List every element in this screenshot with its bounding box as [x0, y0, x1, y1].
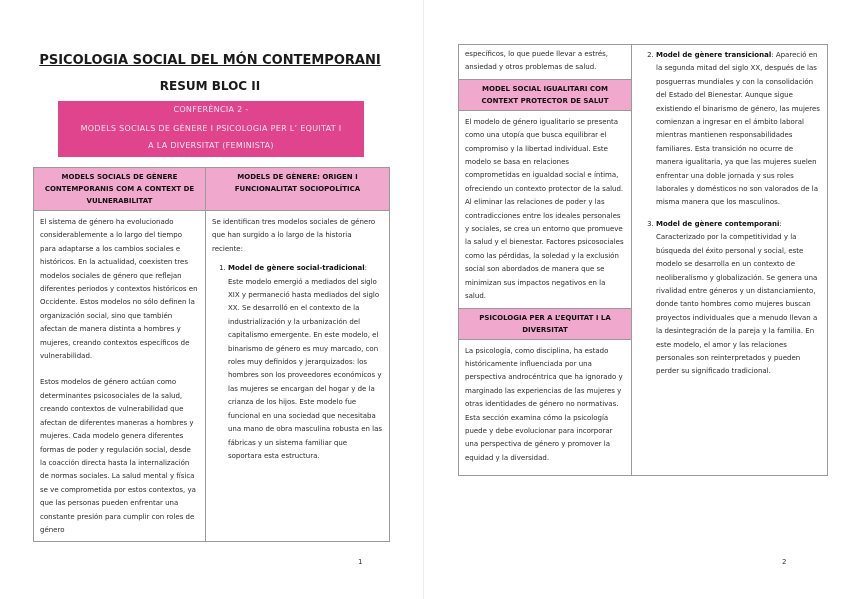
document-subtitle: RESUM BLOC II: [159, 79, 261, 93]
model-2-title: Model de gènere transicional: [656, 51, 772, 59]
list-item: [656, 218, 821, 379]
model-2-text: : Apareció en la segunda mitad del siglo XX, después de las posguerras mundiales y con la consolidación del Estado del Bienestar. Aunque sigue existiendo el binarismo de género, las mujeres comienzan a ingresar en el ámbito laboral mientras mantienen responsabilidades familiares. Esta transición no ocurre de manera igualitaria, ya que las mujeres suelen enfrentar una doble jornada y sus roles laborales y domésticos no son valorados de la misma manera que los masculinos.: [656, 51, 820, 207]
conference-banner: [58, 101, 364, 157]
page-2: [424, 0, 848, 599]
list-item: [228, 262, 383, 463]
page2-right-column: [632, 45, 828, 476]
col1-continuation: específicos, lo que puede llevar a estrés, ansiedad y otros problemas de salud.: [465, 50, 609, 72]
col1-body: [34, 211, 206, 542]
equity-diversity-text: La psicología, como disciplina, ha estado históricamente influenciada por una perspectiva androcéntrica que ha ignorado y marginado las experiencias de las mujeres y otras identidades de género no normativas. Esta sección examina cómo la psicología puede y debe evolucionar para incorporar una perspectiva de género y promover la equidad y la diversidad.: [465, 346, 623, 462]
col1-paragraph-1: El sistema de género ha evolucionado considerablemente a lo largo del tiempo para adaptarse a los cambios sociales e históricos. En la actualidad, coexisten tres modelos sociales de género que reflejan diferentes periodos y contextos históricos en Occidente. Estos modelos no sólo definen la organización social, sino que también afectan de manera distinta a hombres y mujeres, creando contextos específicos de vulnerabilidad.: [40, 218, 198, 361]
equity-diversity-header: PSICOLOGIA PER A L’EQUITAT I LA DIVERSITAT: [459, 308, 631, 340]
col1-paragraph-2: Estos modelos de género actúan como determinantes psicosociales de la salud, creando contextos de vulnerabilidad que afectan de diferentes maneras a hombres y mujeres. Cada modelo genera diferentes formas de poder y regulación social, desde la coacción directa hasta la internalización de normas sociales. La salud mental y física se ve comprometida por estos contextos, ya que las personas pueden enfrentar una constante presión para cumplir con roles de género: [40, 378, 196, 534]
egalitarian-model-header: MODEL SOCIAL IGUALITARI COM CONTEXT PROTECTOR DE SALUT: [459, 79, 631, 111]
conference-title-line-2: A LA DIVERSITAT (FEMINISTA): [148, 141, 274, 150]
page2-left-column: [459, 45, 632, 476]
page-number: 1: [358, 558, 363, 566]
model-3-title: Model de gènere contemporani: [656, 219, 780, 228]
page-number: 2: [782, 558, 787, 566]
col1-header: MODELS SOCIALS DE GÈNERE CONTEMPORANIS COM A CONTEXT DE VULNERABILITAT: [34, 168, 206, 211]
conference-label: CONFERÈNCIA 2 -: [173, 105, 249, 114]
gender-models-list: [212, 262, 383, 463]
model-1-title: Model de gènere social-tradicional: [228, 264, 365, 273]
col2-header: MODELS DE GÈNERE: ORIGEN I FUNCIONALITAT SOCIOPOLÍTICA: [206, 168, 390, 211]
conference-title-line-1: MODELS SOCIALS DE GÈNERE I PSICOLOGIA PER L’ EQUITAT I: [80, 124, 342, 133]
col2-intro: Se identifican tres modelos sociales de género que han surgido a lo largo de la historia reciente:: [212, 218, 376, 253]
egalitarian-model-text: El modelo de género igualitario se presenta como una utopía que busca equilibrar el compromiso y la libertad individual. Este modelo se basa en relaciones comprometidas en igualdad social e íntima, ofreciendo un contexto protector de la salud. Al eliminar las relaciones de poder y las contradicciones entre los ideales personales y sociales, se crea un entorno que promueve la salud y el bienestar. Factores psicosociales como las pérdidas, la soledad y la exclusión social son abordados de manera que se minimizan sus impactos negativos en la salud.: [465, 117, 624, 301]
page1-table: [33, 167, 390, 542]
model-1-text: : Este modelo emergió a mediados del siglo XIX y permaneció hasta mediados del siglo XX. Se desarrolló en el contexto de la industrialización y la urbanización del capitalismo emergente. En este modelo, el binarismo de género es muy marcado, con roles muy definidos y jerarquizados: los hombres son los proveedores económicos y las mujeres se encargan del hogar y de la crianza de los hijos. Este modelo fue funcional en una sociedad que necesitaba una mano de obra masculina robusta en las fábricas y un sistema familiar que soportara esta estructura.: [228, 264, 383, 460]
list-item: [656, 49, 821, 210]
gender-models-list-cont: [632, 49, 821, 379]
document-title: PSICOLOGIA SOCIAL DEL MÓN CONTEMPORANI: [39, 53, 381, 68]
page2-table: [458, 44, 828, 476]
model-3-text: : Caracterizado por la competitividad y la búsqueda del éxito personal y social, este modelo se desarrolla en un contexto de neoliberalismo y globalización. Se genera una rivalidad entre géneros y un distanciamiento, donde tanto hombres como mujeres buscan proyectos individuales que a menudo llevan a la desintegración de la pareja y la familia. En este modelo, el amor y las relaciones personales son reinterpretados y pueden perder su significado tradicional.: [656, 219, 818, 376]
col2-body: [206, 211, 390, 542]
